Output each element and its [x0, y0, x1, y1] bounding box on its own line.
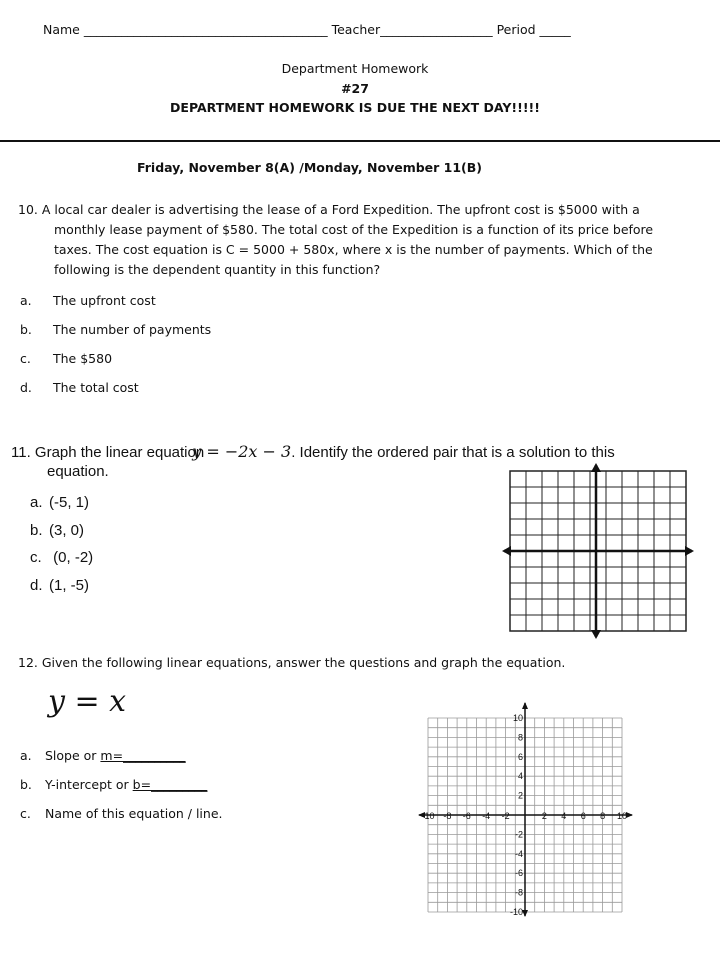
q11-option-a: a. (-5, 1): [30, 494, 90, 511]
q10-line: following is the dependent quantity in this function?: [54, 262, 381, 277]
x-tick-label: -2: [501, 811, 510, 821]
x-tick-label: 2: [541, 811, 547, 821]
x-tick-label: 10: [616, 811, 628, 821]
question-10-text: [18, 200, 708, 280]
q12-item-b: b. Y-intercept or b=_________: [20, 777, 208, 792]
homework-number: #27: [341, 81, 369, 96]
name-label: Name _______________________________________: [43, 22, 328, 37]
y-tick-label: 8: [517, 732, 523, 743]
question-10-options: [20, 286, 211, 402]
header-name-line: [43, 22, 683, 37]
y-tick-label: -6: [514, 868, 523, 879]
q10-option-c: c. The $580: [20, 351, 113, 366]
q10-line: 10. A local car dealer is advertising the lease of a Ford Expedition. The upfront cost is $5000 with a: [18, 202, 640, 217]
q11-option-d: d. (1, -5): [30, 576, 90, 594]
y-tick-label: 10: [512, 713, 523, 723]
y-tick-label: 6: [517, 751, 523, 762]
q11-line-1: 11. Graph the linear equationy = −2x − 3. Identify the ordered pair that is a solution to this: [11, 442, 615, 461]
q11-option-b: b. (3, 0): [30, 521, 85, 539]
q10-option-d: d. The total cost: [20, 380, 139, 395]
y-axis-arrow-up: [591, 463, 601, 472]
q10-option-b: b. The number of payments: [20, 322, 212, 337]
due-notice: DEPARTMENT HOMEWORK IS DUE THE NEXT DAY!!!!!: [170, 100, 540, 115]
question-12-items: [20, 741, 223, 828]
y-tick-label: -4: [514, 848, 523, 859]
q11-coordinate-grid: [500, 462, 696, 640]
q11-option-c: c. (0, -2): [30, 549, 94, 566]
x-tick-label: 4: [561, 811, 567, 821]
q10-line: taxes. The cost equation is C = 5000 + 580x, where x is the number of payments. Which of the: [54, 242, 653, 257]
slope-blank[interactable]: m=__________: [100, 748, 186, 763]
q12-equation: y = x: [48, 684, 127, 719]
y-axis-arrow-up: [522, 702, 528, 709]
x-tick-label: 8: [600, 811, 606, 821]
x-tick-label: -4: [482, 811, 491, 821]
header-divider: [0, 140, 720, 142]
teacher-label: Teacher__________________: [331, 22, 493, 37]
y-tick-label: 2: [517, 790, 523, 801]
x-axis-arrow-right: [685, 546, 694, 556]
q12-item-a: a. Slope or m=__________: [20, 748, 186, 763]
date-line: Friday, November 8(A) /Monday, November 11(B): [137, 160, 483, 175]
x-axis-arrow-left: [502, 546, 511, 556]
q12-coordinate-grid: [418, 702, 634, 918]
y-tick-label: -8: [514, 887, 523, 898]
q12-item-c: c. Name of this equation / line.: [20, 806, 223, 821]
q10-line: monthly lease payment of $580. The total cost of the Expedition is a function of its price before: [54, 222, 654, 237]
q10-option-a: a. The upfront cost: [20, 293, 156, 308]
x-tick-label: 6: [580, 811, 586, 821]
header-title: Department Homework: [281, 61, 429, 76]
y-tick-label: 4: [517, 771, 523, 782]
period-label: Period _____: [496, 22, 571, 37]
q11-line-2: equation.: [47, 463, 109, 480]
x-tick-label: -8: [443, 811, 452, 821]
intercept-blank[interactable]: b=_________: [132, 777, 208, 792]
question-12-text: 12. Given the following linear equations, answer the questions and graph the equation.: [18, 655, 566, 670]
x-tick-label: -10: [421, 811, 435, 821]
y-tick-label: -2: [514, 829, 523, 840]
x-axis-arrow-right: [626, 812, 633, 818]
y-tick-label: -10: [509, 907, 523, 917]
question-11-options: [30, 489, 93, 599]
x-tick-label: -6: [462, 811, 471, 821]
y-axis-arrow-down: [591, 630, 601, 639]
q11-equation: y = −2x − 3: [192, 442, 292, 461]
